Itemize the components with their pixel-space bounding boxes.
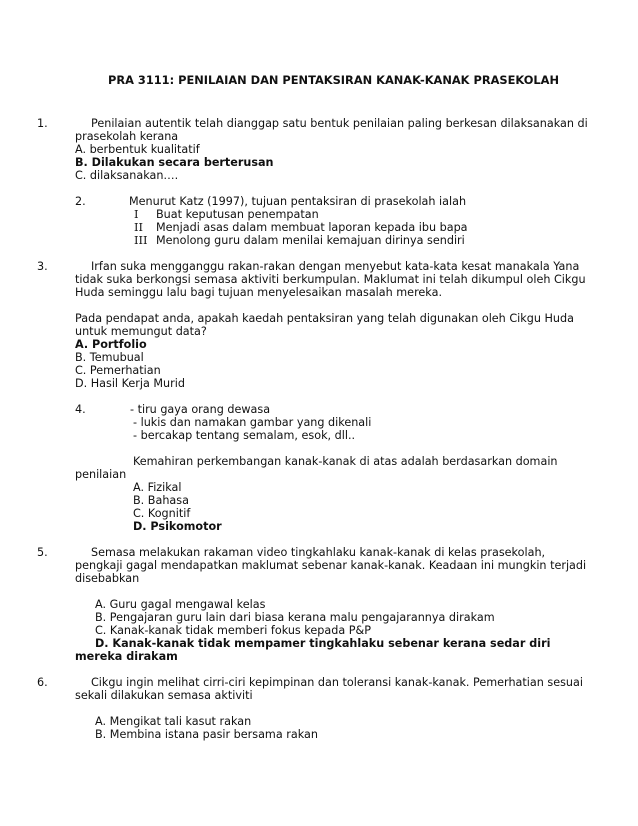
q6-stem-line1: Cikgu ingin melihat cirri-ciri kepimpinan dan toleransi kanak-kanak. Pemerhatian sesuai	[91, 676, 583, 689]
q5-option-a: A. Guru gagal mengawal kelas	[95, 598, 266, 611]
q5-option-b: B. Pengajaran guru lain dari biasa kerana malu pengajarannya dirakam	[95, 611, 495, 624]
q2-item-text: Menolong guru dalam menilai kemajuan dirinya sendiri	[156, 234, 465, 247]
q4-item-3: - bercakap tentang semalam, esok, dll..	[133, 429, 356, 442]
q1-option-a: A. berbentuk kualitatif	[75, 143, 200, 156]
q5-number: 5.	[37, 546, 48, 559]
q5-stem-line1: Semasa melakukan rakaman video tingkahlaku kanak-kanak di kelas prasekolah,	[91, 546, 546, 559]
q2-item-3	[134, 234, 465, 247]
q5-option-d-answer-line2: mereka dirakam	[75, 650, 178, 663]
q1-option-b-answer: B. Dilakukan secara berterusan	[75, 156, 274, 169]
q4-option-c: C. Kognitif	[133, 507, 191, 520]
q4-option-b: B. Bahasa	[133, 494, 189, 507]
q6-option-b: B. Membina istana pasir bersama rakan	[95, 728, 318, 741]
q3-option-a-answer: A. Portfolio	[75, 338, 147, 351]
q6-stem-line2: sekali dilakukan semasa aktiviti	[75, 689, 253, 702]
page-title: PRA 3111: PENILAIAN DAN PENTAKSIRAN KANAK-KANAK PRASEKOLAH	[108, 73, 559, 87]
q4-item-1: - tiru gaya orang dewasa	[130, 403, 271, 416]
q6-option-a: A. Mengikat tali kasut rakan	[95, 715, 252, 728]
q1-stem-line2: prasekolah kerana	[75, 130, 179, 143]
q6-number: 6.	[37, 676, 48, 689]
q3-question-line2: untuk memungut data?	[75, 325, 207, 338]
q3-option-d: D. Hasil Kerja Murid	[75, 377, 185, 390]
q4-item-2: - lukis dan namakan gambar yang dikenali	[133, 416, 372, 429]
q4-stem-line1: Kemahiran perkembangan kanak-kanak di atas adalah berdasarkan domain	[133, 455, 558, 468]
q3-stem-line1: Irfan suka mengganggu rakan-rakan dengan menyebut kata-kata kesat manakala Yana	[91, 260, 580, 273]
q2-item-1	[134, 208, 319, 221]
roman-numeral: III	[134, 233, 148, 247]
q3-option-c: C. Pemerhatian	[75, 364, 161, 377]
roman-numeral: I	[134, 207, 139, 221]
q1-number: 1.	[37, 117, 48, 130]
q5-option-d-answer-line1: D. Kanak-kanak tidak mempamer tingkahlaku sebenar kerana sedar diri	[95, 637, 551, 650]
q3-question-line1: Pada pendapat anda, apakah kaedah pentaksiran yang telah digunakan oleh Cikgu Huda	[75, 312, 574, 325]
q1-option-c: C. dilaksanakan….	[75, 169, 179, 182]
q3-option-b: B. Temubual	[75, 351, 144, 364]
q2-stem: Menurut Katz (1997), tujuan pentaksiran di prasekolah ialah	[129, 195, 467, 208]
q4-number: 4.	[75, 403, 86, 416]
q3-stem-line3: Huda seminggu lalu bagi tujuan menyelesaikan masalah mereka.	[75, 286, 442, 299]
q5-stem-line3: disebabkan	[75, 572, 140, 585]
q4-option-d-answer: D. Psikomotor	[133, 520, 222, 533]
q3-number: 3.	[37, 260, 48, 273]
q2-number: 2.	[75, 195, 86, 208]
q5-option-c: C. Kanak-kanak tidak memberi fokus kepada P&P	[95, 624, 371, 637]
q2-item-text: Buat keputusan penempatan	[156, 208, 319, 221]
q4-option-a: A. Fizikal	[133, 481, 182, 494]
q3-stem-line2: tidak suka berkongsi semasa aktiviti berkumpulan. Maklumat ini telah dikumpul oleh Cikgu	[75, 273, 586, 286]
q5-stem-line2: pengkaji gagal mendapatkan maklumat sebenar kanak-kanak. Keadaan ini mungkin terjadi	[75, 559, 587, 572]
q4-stem-line2: penilaian	[75, 468, 127, 481]
q2-item-2	[134, 221, 468, 234]
q1-stem-line1: Penilaian autentik telah dianggap satu bentuk penilaian paling berkesan dilaksanakan di	[91, 117, 588, 130]
q2-item-text: Menjadi asas dalam membuat laporan kepada ibu bapa	[156, 221, 468, 234]
roman-numeral: II	[134, 220, 143, 234]
